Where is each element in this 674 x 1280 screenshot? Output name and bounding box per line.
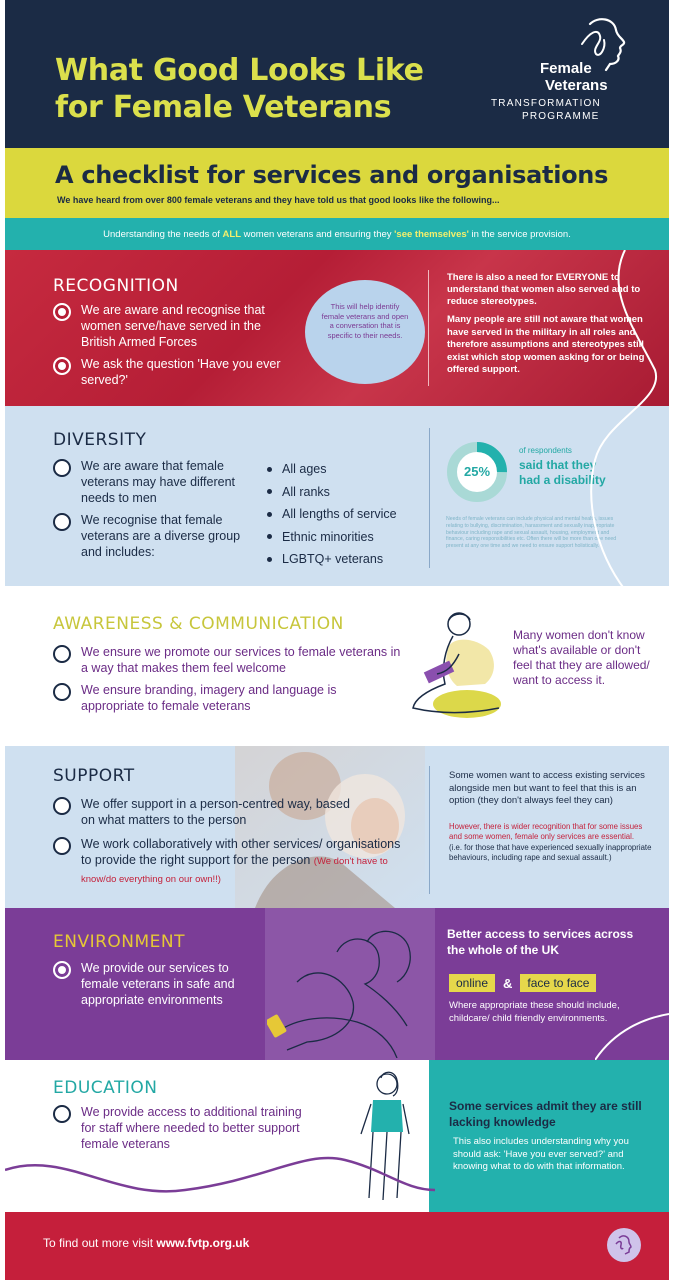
- item-text: We work collaboratively with other services/ organisations to provide the right support for the person (We don't have to know/do everything on our own!!): [81, 837, 401, 885]
- item-text: We provide access to additional training for staff where needed to better support female veterans: [81, 1105, 302, 1151]
- recognition-note-1: There is also a need for EVERYONE to understand that women also served and to reduce stereotypes.: [447, 272, 641, 307]
- section-title: ENVIRONMENT: [53, 932, 186, 952]
- item-text: We are aware that female veterans may have different needs to men: [81, 459, 236, 505]
- checkbox-circle-icon[interactable]: [53, 645, 71, 663]
- woman-reading-illustration: [399, 610, 509, 725]
- section-title: AWARENESS & COMMUNICATION: [53, 614, 344, 634]
- checklist-subheading: We have heard from over 800 female veterans and they have told us that good looks like the following...: [57, 195, 500, 205]
- checkbox-circle-icon[interactable]: [53, 303, 71, 321]
- woman-walking-illustration: [353, 1068, 423, 1212]
- environment-note-2: Where appropriate these should include, childcare/ child friendly environments.: [449, 1000, 620, 1024]
- divider: [428, 270, 429, 386]
- checkbox-circle-icon[interactable]: [53, 513, 71, 531]
- stat-value: 25%: [463, 464, 491, 479]
- logo-text-veterans: Veterans: [545, 77, 608, 94]
- bubble-text: This will help identify female veterans and open a conversation that is specific to their needs.: [321, 302, 409, 340]
- checklist-item: [53, 1104, 303, 1152]
- checkbox-circle-icon[interactable]: [53, 837, 71, 855]
- checklist-item: [53, 512, 253, 560]
- divider: [429, 428, 430, 568]
- awareness-note: Many women don't know what's available or don't feel that they are allowed/ want to access it.: [513, 628, 650, 687]
- chip-ampersand: &: [503, 975, 513, 991]
- section-title: DIVERSITY: [53, 430, 147, 450]
- section-title: EDUCATION: [53, 1078, 158, 1098]
- section-education: [5, 1060, 669, 1212]
- stat-label-small: of respondents: [519, 446, 572, 455]
- section-awareness: [5, 586, 669, 746]
- checkbox-circle-icon[interactable]: [53, 1105, 71, 1123]
- infographic: [5, 0, 669, 1280]
- item-note: (We don't have to know/do everything on our own!!): [81, 856, 388, 885]
- checkbox-circle-icon[interactable]: [53, 459, 71, 477]
- logo-text-female: Female: [540, 60, 592, 77]
- item-text: We are aware and recognise that women serve/have served in the British Armed Forces: [81, 303, 265, 349]
- checklist-item: [53, 960, 253, 1008]
- checkbox-circle-icon[interactable]: [53, 797, 71, 815]
- support-note-3: (i.e. for those that have experienced sexually inappropriate behaviours, including rape and sexual assault.): [449, 843, 652, 863]
- disability-stat-donut: [445, 440, 509, 504]
- education-note-1: Some services admit they are still lacking knowledge: [449, 1099, 642, 1129]
- logo-text-transformation: TRANSFORMATION: [491, 98, 601, 109]
- checklist-heading: A checklist for services and organisations: [55, 161, 609, 189]
- support-note-1: Some women want to access existing services alongside men but want to feel that this is an option (they don't always feel they can): [449, 770, 645, 806]
- section-environment: [5, 908, 669, 1060]
- checklist-item: [53, 836, 403, 888]
- item-text: We ensure branding, imagery and language is appropriate to female veterans: [81, 683, 337, 713]
- checklist-item: [53, 796, 353, 828]
- info-bubble: [305, 280, 425, 384]
- bullet-item: LGBTQ+ veterans: [267, 548, 397, 571]
- fvtp-badge-icon: [607, 1228, 641, 1262]
- section-support: [5, 746, 669, 908]
- item-text: We ask the question 'Have you ever served?': [81, 357, 281, 387]
- access-chips: [449, 974, 596, 992]
- divider: [429, 766, 430, 894]
- checkbox-circle-icon[interactable]: [53, 683, 71, 701]
- bullet-icon: [267, 557, 272, 562]
- bullet-icon: [267, 534, 272, 539]
- banner-quote: 'see themselves': [394, 229, 469, 240]
- checklist-item: [53, 682, 383, 714]
- header: [5, 0, 669, 148]
- item-text: We offer support in a person-centred way, based on what matters to the person: [81, 797, 350, 827]
- understanding-banner: [5, 218, 669, 250]
- checkbox-circle-icon[interactable]: [53, 357, 71, 375]
- checklist-item: [53, 356, 293, 388]
- bullet-item: Ethnic minorities: [267, 526, 397, 549]
- checklist-item: [53, 644, 403, 676]
- section-diversity: [5, 406, 669, 586]
- section-title: RECOGNITION: [53, 276, 179, 296]
- recognition-note-2: Many people are still not aware that women have served in the military in all roles and therefore assumptions and stereotypes still exist which stop women asking for or being offered support.: [447, 314, 645, 375]
- chip-online: online: [449, 974, 495, 992]
- small-print: Needs of female veterans can include physical and mental health, issues relating to bullying, discrimination, harassment and sexually inappropriate behaviour including rape and sexual assault, housing, employment and finance, caring responsibilities etc. Often there will be more than one need present at any one time and we need to ensure support holistically.: [446, 516, 617, 550]
- item-text: We recognise that female veterans are a diverse group and includes:: [81, 513, 241, 559]
- fvtp-logo: [483, 18, 643, 128]
- footer-text: To find out more visit www.fvtp.org.uk: [43, 1236, 250, 1250]
- family-line-illustration: [267, 922, 427, 1058]
- footer: [5, 1212, 669, 1280]
- section-recognition: [5, 250, 669, 406]
- bullet-item: All lengths of service: [267, 503, 397, 526]
- diversity-bullets: [267, 458, 397, 571]
- support-note-2: However, there is wider recognition that for some issues and some women, female only services are essential.: [449, 822, 643, 842]
- checklist-item: [53, 458, 253, 506]
- logo-text-programme: PROGRAMME: [522, 111, 600, 122]
- checklist-item: [53, 302, 293, 350]
- item-text: We provide our services to female veterans in safe and appropriate environments: [81, 961, 235, 1007]
- website-link[interactable]: www.fvtp.org.uk: [156, 1236, 250, 1250]
- stat-label: said that they had a disability: [519, 458, 606, 487]
- banner-all: ALL: [222, 229, 241, 240]
- section-title: SUPPORT: [53, 766, 135, 786]
- bullet-icon: [267, 467, 272, 472]
- chip-face-to-face: face to face: [520, 974, 596, 992]
- bullet-item: All ranks: [267, 481, 397, 504]
- banner-text: Understanding the needs of ALL women veterans and ensuring they 'see themselves' in the service provision.: [103, 229, 571, 240]
- environment-note-1: Better access to services across the whole of the UK: [447, 927, 634, 957]
- bullet-item: All ages: [267, 458, 397, 481]
- education-note-2: This also includes understanding why you should ask: 'Have you ever served?' and knowing what to do with that information.: [453, 1136, 629, 1172]
- title-line-1: What Good Looks Like: [55, 53, 424, 88]
- bullet-icon: [267, 489, 272, 494]
- checklist-band: [5, 148, 669, 218]
- title-line-2: for Female Veterans: [55, 90, 392, 125]
- page-title: [55, 52, 424, 126]
- bullet-icon: [267, 512, 272, 517]
- face-profile-icon: [607, 1228, 641, 1262]
- item-text: We ensure we promote our services to female veterans in a way that makes them feel welcome: [81, 645, 401, 675]
- checkbox-circle-icon[interactable]: [53, 961, 71, 979]
